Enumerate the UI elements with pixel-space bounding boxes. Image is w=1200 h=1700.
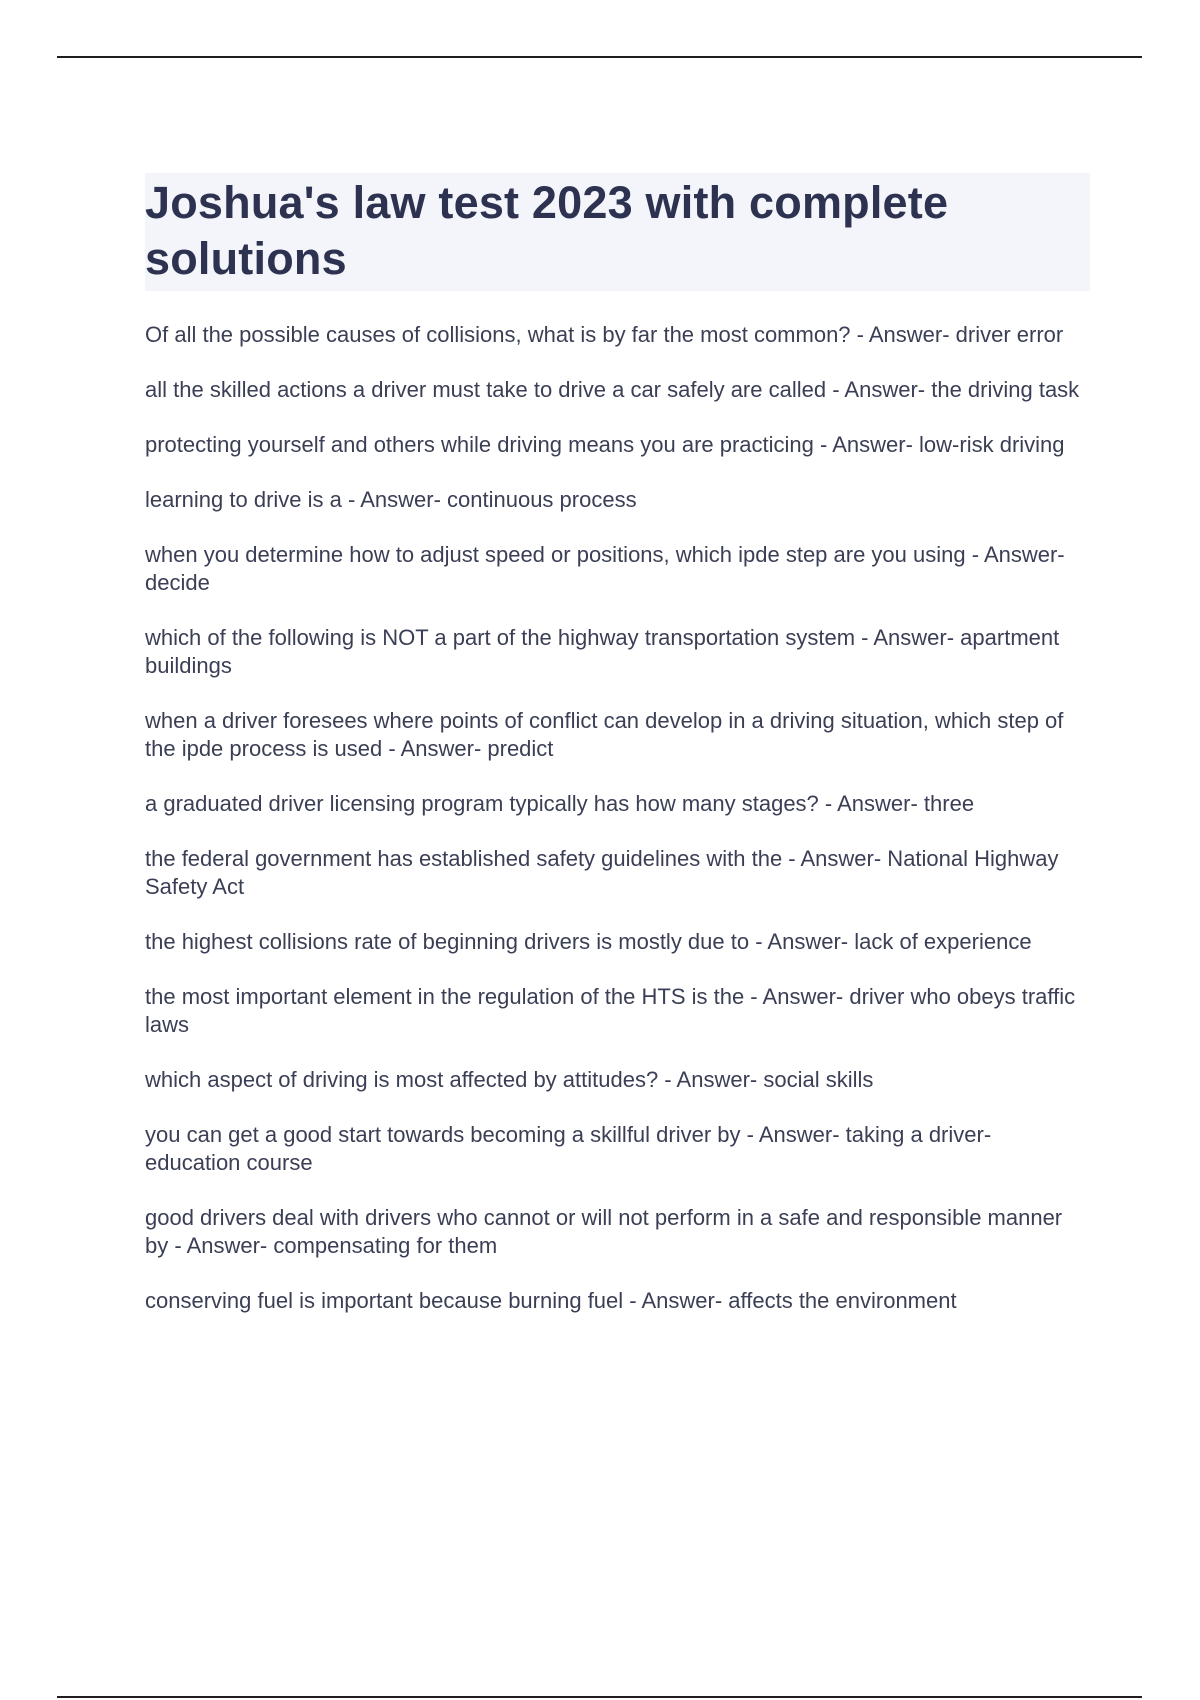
qa-item: learning to drive is a - Answer- continuous process <box>145 487 637 512</box>
qa-item: which aspect of driving is most affected by attitudes? - Answer- social skills <box>145 1067 874 1092</box>
qa-item: a graduated driver licensing program typically has how many stages? - Answer- three <box>145 791 975 816</box>
qa-item: you can get a good start towards becoming a skillful driver by - Answer- taking a driver-education course <box>145 1122 992 1175</box>
top-rule <box>57 56 1142 58</box>
qa-item: when a driver foresees where points of conflict can develop in a driving situation, which step of the ipde process is used - Answer- predict <box>145 708 1064 761</box>
bottom-rule <box>57 1696 1142 1698</box>
qa-item: the highest collisions rate of beginning drivers is mostly due to - Answer- lack of experience <box>145 929 1032 954</box>
qa-item: all the skilled actions a driver must take to drive a car safely are called - Answer- the driving task <box>145 377 1080 402</box>
qa-list <box>145 321 1090 1315</box>
qa-item: conserving fuel is important because burning fuel - Answer- affects the environment <box>145 1288 957 1313</box>
qa-item: when you determine how to adjust speed or positions, which ipde step are you using - Answer- decide <box>145 542 1065 595</box>
qa-item: the most important element in the regulation of the HTS is the - Answer- driver who obeys traffic laws <box>145 984 1076 1037</box>
title-block <box>145 173 1090 291</box>
qa-item: good drivers deal with drivers who cannot or will not perform in a safe and responsible manner by - Answer- compensating for them <box>145 1205 1063 1258</box>
qa-item: which of the following is NOT a part of the highway transportation system - Answer- apartment buildings <box>145 625 1060 678</box>
document-title: Joshua's law test 2023 with complete solutions <box>145 177 949 284</box>
qa-item: Of all the possible causes of collisions, what is by far the most common? - Answer- driver error <box>145 322 1064 347</box>
document-body <box>145 173 1090 1342</box>
qa-item: protecting yourself and others while driving means you are practicing - Answer- low-risk driving <box>145 432 1065 457</box>
qa-item: the federal government has established safety guidelines with the - Answer- National Highway Safety Act <box>145 846 1059 899</box>
